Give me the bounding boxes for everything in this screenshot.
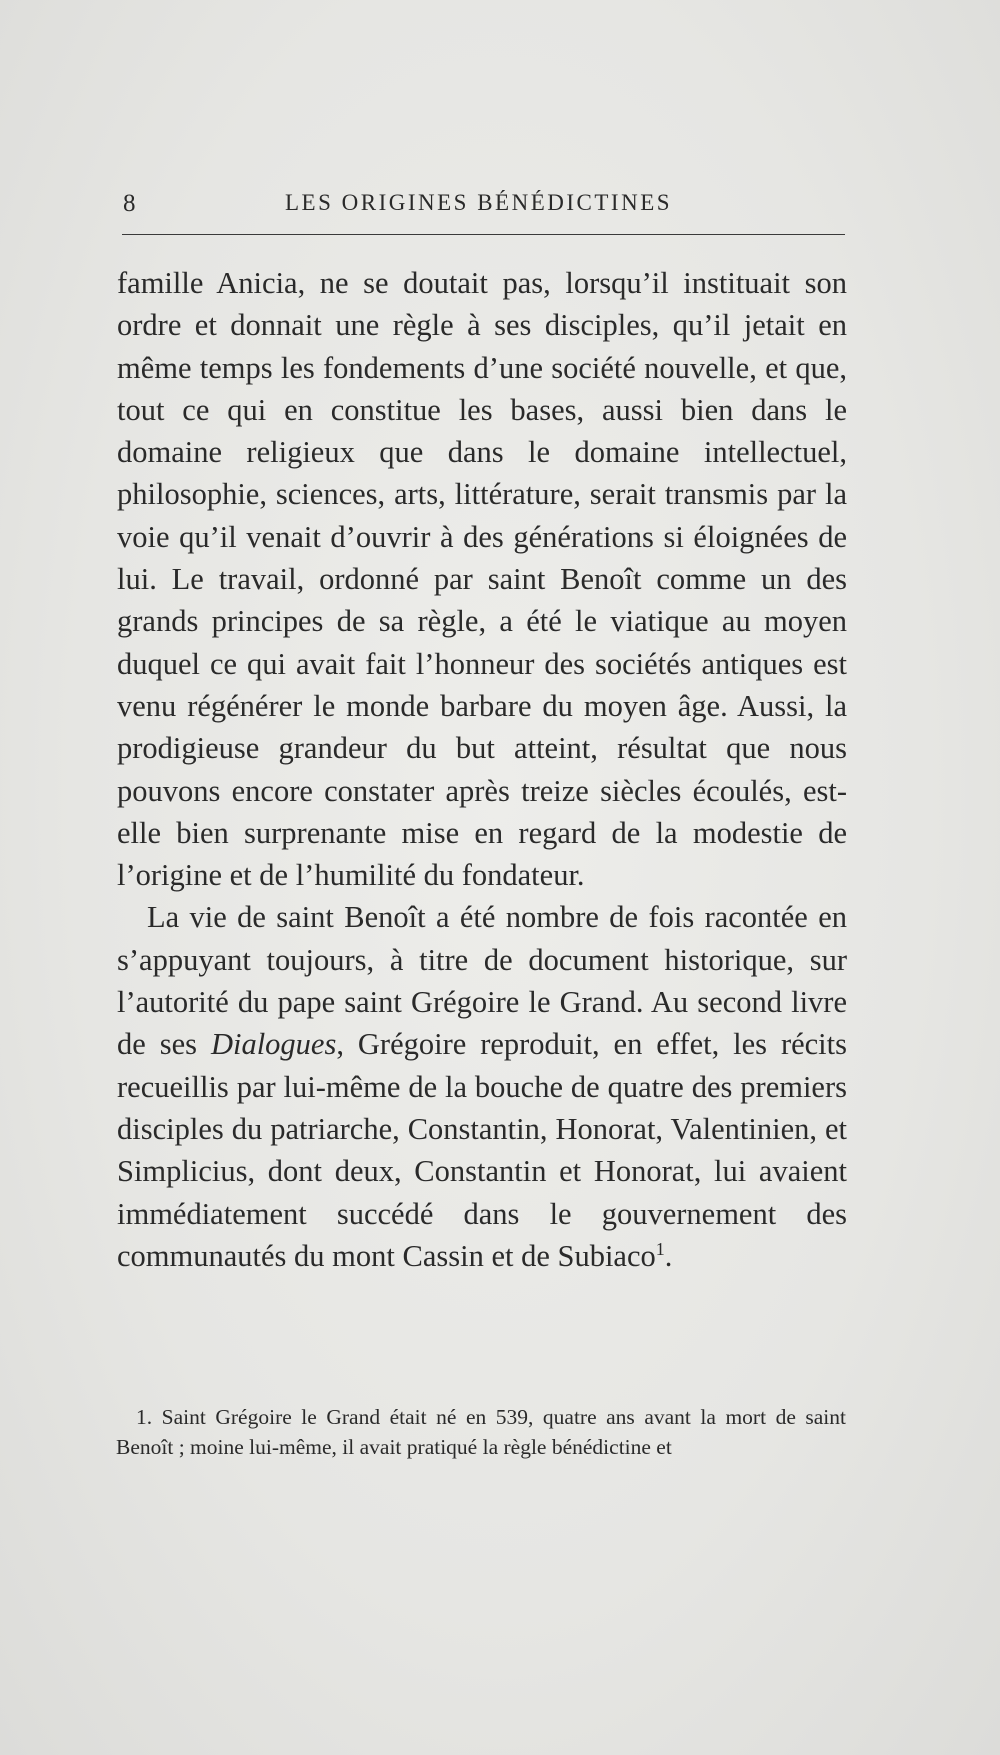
footnote-text: Saint Grégoire le Grand était né en 539, quatre ans avant la mort de saint Benoît ; moine lui-même, il avait pratiqué la règle bénédictine et — [116, 1405, 846, 1459]
paragraph-1-text: famille Anicia, ne se doutait pas, lorsqu’il instituait son ordre et donnait une règle à ses disciples, qu’il jetait en même temps les fondements d’une société nouvelle, et que, tout ce qui en constitue les bases, aussi bien dans le domaine religieux que dans le domaine intellectuel, philosophie, sciences, arts, littérature, serait transmis par la voie qu’il venait d’ouvrir à des générations si éloignées de lui. Le travail, ordonné par saint Benoît comme un des grands principes de sa règle, a été le viatique au moyen duquel ce qui avait fait l’honneur des sociétés antiques est venu régénérer le monde barbare du moyen âge. Aussi, la prodigieuse grandeur du but atteint, résultat que nous pouvons encore constater après treize siècles écoulés, est-elle bien surprenante mise en regard de la modestie de l’origine et de l’humilité du fondateur. — [117, 266, 847, 893]
paragraph-2 — [117, 896, 847, 1277]
paragraph-1 — [117, 262, 847, 896]
running-title: LES ORIGINES BÉNÉDICTINES — [285, 190, 673, 215]
footnote — [116, 1402, 846, 1462]
paragraph-2-text-end: . — [664, 1238, 673, 1273]
dialogues-title: Dialogues — [210, 1027, 337, 1062]
paragraph-2-text-start: La vie de saint Benoît a été nombre de fois racontée en s’appuyant toujours, à titre de document historique, sur l’autorité du pape saint Grégoire le Grand. Au second livre de ses — [117, 900, 847, 1062]
body-text — [117, 262, 847, 1277]
footnote-1 — [116, 1402, 846, 1462]
page-header — [115, 190, 845, 226]
footnote-reference: 1 — [655, 1238, 665, 1259]
footnote-number: 1. — [136, 1405, 153, 1429]
page-number: 8 — [123, 190, 137, 217]
header-rule — [122, 234, 845, 235]
paragraph-2-text-middle: , Grégoire reproduit, en effet, les récits recueillis par lui-même de la bouche de quatre des premiers disciples du patriarche, Constantin, Honorat, Valentinien, et Simplicius, dont deux, Constantin et Honorat, lui avaient immédiatement succédé dans le gouvernement des communautés du mont Cassin et de Subiaco — [117, 1027, 847, 1273]
